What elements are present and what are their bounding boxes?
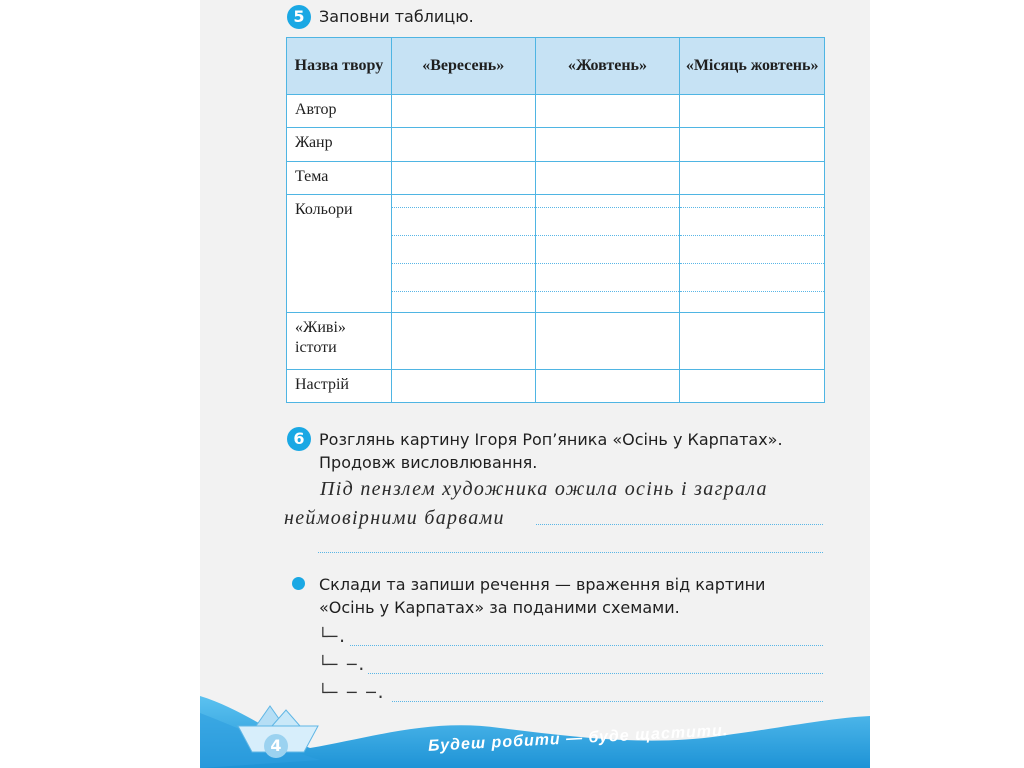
row-label: «Живі» істоти <box>287 313 392 370</box>
answer-cell[interactable] <box>535 162 680 195</box>
table-header-row <box>287 38 825 95</box>
answer-cell[interactable] <box>391 313 535 370</box>
header-label: «Місяць жовтень» <box>685 57 819 74</box>
answer-cell[interactable] <box>391 128 535 162</box>
row-label: Жанр <box>287 128 392 162</box>
subtask-instruction-line-2: «Осінь у Карпатах» за поданими схемами. <box>319 598 680 617</box>
answer-cell[interactable] <box>535 128 680 162</box>
header-column-zhovten <box>535 38 680 95</box>
answer-line[interactable] <box>536 524 823 525</box>
answer-line[interactable] <box>318 552 823 553</box>
table-row-genre <box>287 128 825 162</box>
fill-in-table <box>286 37 825 403</box>
sentence-start-line-2: неймовірними барвами <box>284 507 505 529</box>
task-6-instruction-line-1: Розглянь картину Ігоря Роп’яника «Осінь у Карпатах». <box>319 430 783 449</box>
answer-cell[interactable] <box>391 95 535 128</box>
sentence-scheme-1: └─. <box>318 627 347 646</box>
answer-cell[interactable] <box>535 313 680 370</box>
header-label: «Жовтень» <box>567 57 647 74</box>
answer-cell[interactable] <box>680 313 825 370</box>
sentence-scheme-2: └─ ─. <box>318 655 367 674</box>
answer-cell[interactable] <box>535 370 680 403</box>
header-column-misiats-zhovten <box>680 38 825 95</box>
bullet-icon <box>292 577 305 590</box>
answer-line[interactable] <box>350 645 823 646</box>
header-title-column <box>287 38 392 95</box>
task-6-number: 6 <box>287 427 311 451</box>
header-column-veresen <box>391 38 535 95</box>
answer-cell-lined[interactable] <box>535 195 680 313</box>
footer-wave <box>200 688 870 768</box>
table-row-living-creatures <box>287 313 825 370</box>
task-5-instruction: Заповни таблицю. <box>319 7 474 26</box>
row-label: Автор <box>287 95 392 128</box>
answer-cell-lined[interactable] <box>680 195 825 313</box>
subtask-instruction-line-1: Склади та запиши речення — враження від картини <box>319 575 766 594</box>
answer-cell[interactable] <box>680 95 825 128</box>
answer-cell[interactable] <box>391 162 535 195</box>
footer-motto: Будеш робити — буде щастити. <box>427 722 729 755</box>
sentence-scheme-3: └─ ─ ─. <box>318 683 386 702</box>
header-label: «Вересень» <box>422 57 505 74</box>
page-number: 4 <box>264 734 288 758</box>
table-row-mood <box>287 370 825 403</box>
table-row-author <box>287 95 825 128</box>
answer-cell[interactable] <box>535 95 680 128</box>
sentence-start-line-1: Під пензлем художника ожила осінь і заграла <box>320 478 768 500</box>
answer-cell[interactable] <box>680 128 825 162</box>
row-label: Кольори <box>287 195 392 313</box>
row-label: Тема <box>287 162 392 195</box>
answer-line[interactable] <box>368 673 823 674</box>
answer-cell-lined[interactable] <box>391 195 535 313</box>
table-row-theme <box>287 162 825 195</box>
row-label: Настрій <box>287 370 392 403</box>
workbook-page <box>200 0 870 768</box>
header-label: Назва твору <box>294 57 384 74</box>
answer-cell[interactable] <box>680 370 825 403</box>
task-5-number: 5 <box>287 5 311 29</box>
task-6-instruction-line-2: Продовж висловлювання. <box>319 453 538 472</box>
answer-cell[interactable] <box>680 162 825 195</box>
answer-cell[interactable] <box>391 370 535 403</box>
table-row-colors <box>287 195 825 313</box>
